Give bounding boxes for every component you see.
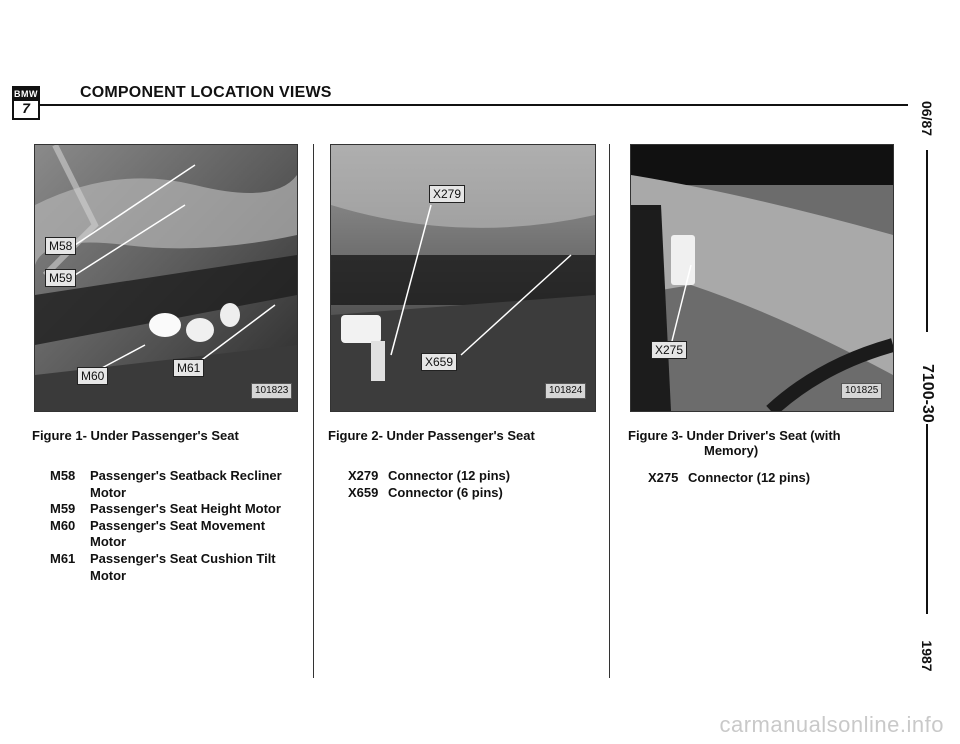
figure-3-photo xyxy=(630,144,894,412)
legend-code: X659 xyxy=(348,484,379,500)
figure-1-image-number: 101823 xyxy=(251,383,292,399)
legend-item xyxy=(50,518,290,551)
header-rule xyxy=(40,104,908,106)
footer-watermark: carmanualsonline.info xyxy=(719,712,944,737)
legend-desc: Connector (12 pins) xyxy=(688,470,811,485)
callout-m59: M59 xyxy=(45,269,76,287)
legend-item xyxy=(348,468,588,485)
column-divider-2 xyxy=(609,144,610,678)
legend-desc: Passenger's Seat Height Motor xyxy=(90,501,281,517)
side-section-number: 7100-30 xyxy=(919,364,936,423)
figure-3-image-number: 101825 xyxy=(841,383,882,399)
column-divider-1 xyxy=(313,144,314,678)
legend-item xyxy=(348,485,588,502)
callout-x659: X659 xyxy=(421,353,457,371)
figure-1-photo xyxy=(34,144,298,412)
callout-x279: X279 xyxy=(429,185,465,203)
legend-code: M59 xyxy=(50,501,76,517)
callout-m61: M61 xyxy=(173,359,204,377)
figure-3-legend xyxy=(648,470,888,487)
callout-m58: M58 xyxy=(45,237,76,255)
legend-code: X275 xyxy=(648,470,679,485)
legend-item xyxy=(50,468,290,501)
legend-desc: Connector (6 pins) xyxy=(388,484,503,500)
logo-top-text: BMW xyxy=(14,89,38,99)
figure-2-caption: Figure 2- Under Passenger's Seat xyxy=(328,428,535,443)
side-year: 1987 xyxy=(919,640,935,672)
figure-3-caption xyxy=(628,428,888,458)
figure-3-caption-line-2: Memory) xyxy=(704,443,759,458)
callout-x275: X275 xyxy=(651,341,687,359)
legend-desc: Connector (12 pins) xyxy=(388,468,511,483)
figure-3-caption-line-1: Figure 3- Under Driver's Seat (with xyxy=(628,428,841,443)
legend-desc: Passenger's Seat Cushion Tilt Motor xyxy=(90,550,276,583)
legend-desc: Passenger's Seatback Recliner Motor xyxy=(90,468,282,500)
legend-desc: Passenger's Seat Movement Motor xyxy=(90,517,266,550)
figure-2-legend xyxy=(348,468,588,501)
callout-m60: M60 xyxy=(77,367,108,385)
side-date: 06/87 xyxy=(919,101,935,137)
legend-code: M60 xyxy=(50,517,76,533)
legend-item xyxy=(50,551,290,584)
side-rule-2 xyxy=(926,424,928,614)
figure-2-image-number: 101824 xyxy=(545,383,586,399)
figure-2-photo xyxy=(330,144,596,412)
page-title: COMPONENT LOCATION VIEWS xyxy=(80,84,332,101)
figure-1-legend xyxy=(50,468,290,584)
bmw-logo xyxy=(12,86,40,120)
legend-code: M58 xyxy=(50,468,76,483)
legend-code: M61 xyxy=(50,550,76,566)
logo-number: 7 xyxy=(22,100,30,116)
legend-code: X279 xyxy=(348,468,379,483)
legend-item xyxy=(648,470,888,487)
figure-1-caption: Figure 1- Under Passenger's Seat xyxy=(32,428,239,443)
side-rule-1 xyxy=(926,150,928,332)
legend-item xyxy=(50,501,290,518)
